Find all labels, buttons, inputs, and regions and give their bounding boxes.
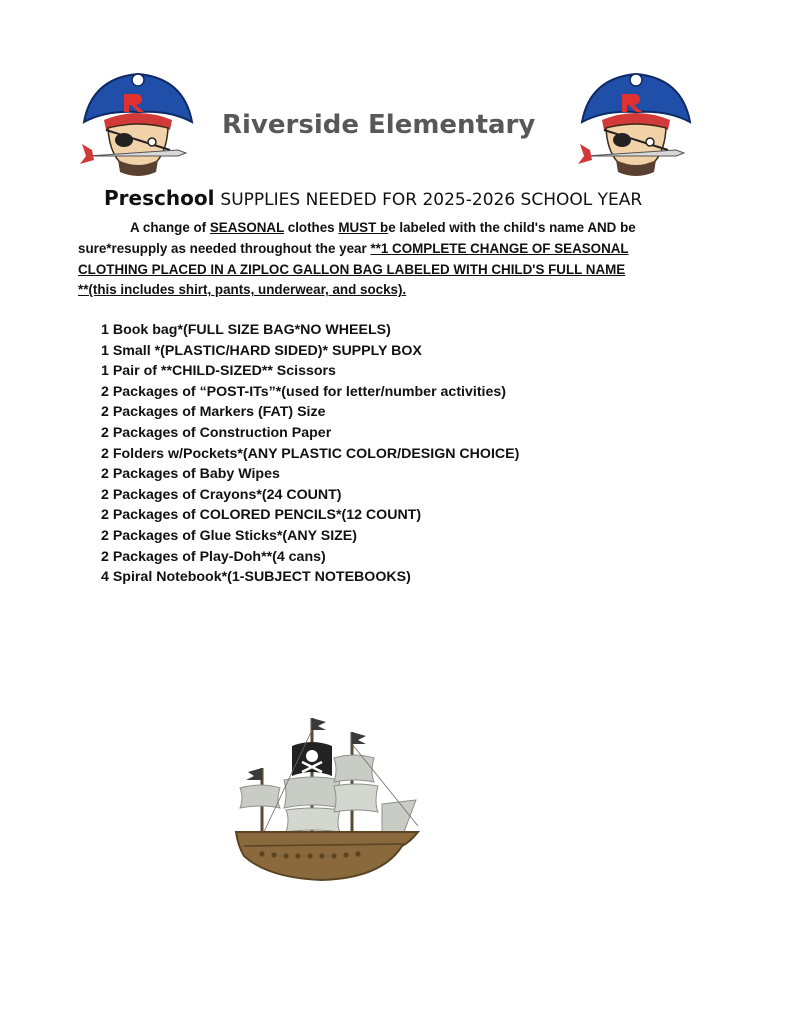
intro-text: A change of [130,220,210,235]
list-item: 2 Packages of Crayons*(24 COUNT) [101,486,342,503]
list-item: 1 Pair of **CHILD-SIZED** Scissors [101,363,336,380]
intro-paragraph [78,218,678,301]
intro-line-3: CLOTHING PLACED IN A ZIPLOC GALLON BAG LABELED WITH CHILD'S FULL NAME [78,261,626,277]
list-item: 2 Packages of COLORED PENCILS*(12 COUNT) [101,507,422,524]
list-item: 2 Folders w/Pockets*(ANY PLASTIC COLOR/DESIGN CHOICE) [101,445,520,462]
list-item: 1 Book bag*(FULL SIZE BAG*NO WHEELS) [101,322,391,338]
intro-text: MUST b [338,220,389,235]
intro-line-1 [78,218,678,239]
intro-text: SEASONAL [209,220,285,235]
intro-line-2 [78,239,678,260]
school-name: Riverside Elementary [222,110,536,140]
pirate-ship-icon [222,708,432,890]
pirate-mascot-icon [78,70,198,178]
list-item: 1 Small *(PLASTIC/HARD SIDED)* SUPPLY BOX [101,342,422,359]
list-item: 2 Packages of “POST-ITs”*(used for letter/number activities) [101,383,506,400]
list-item: 2 Packages of Glue Sticks*(ANY SIZE) [101,527,357,544]
page-title [104,186,642,210]
list-item: 4 Spiral Notebook*(1-SUBJECT NOTEBOOKS) [101,569,411,586]
pirate-mascot-icon [576,70,696,178]
intro-text: **1 COMPLETE CHANGE OF SEASONAL [370,240,629,256]
intro-text: clothes [284,220,339,235]
intro-text: sure*resupply as needed throughout the year [78,240,371,256]
list-item: 2 Packages of Construction Paper [101,424,332,441]
list-item: 2 Packages of Baby Wipes [101,466,280,483]
title-text: SUPPLIES NEEDED FOR 2025-2026 SCHOOL YEAR [220,190,643,210]
list-item: 2 Packages of Play-Doh**(4 cans) [101,548,326,565]
list-item: 2 Packages of Markers (FAT) Size [101,404,326,421]
title-grade: Preschool [104,186,215,210]
intro-line-4: **(this includes shirt, pants, underwear, and socks). [78,282,407,298]
supply-list [101,320,519,588]
intro-text: e labeled with the child's name AND be [388,220,636,235]
